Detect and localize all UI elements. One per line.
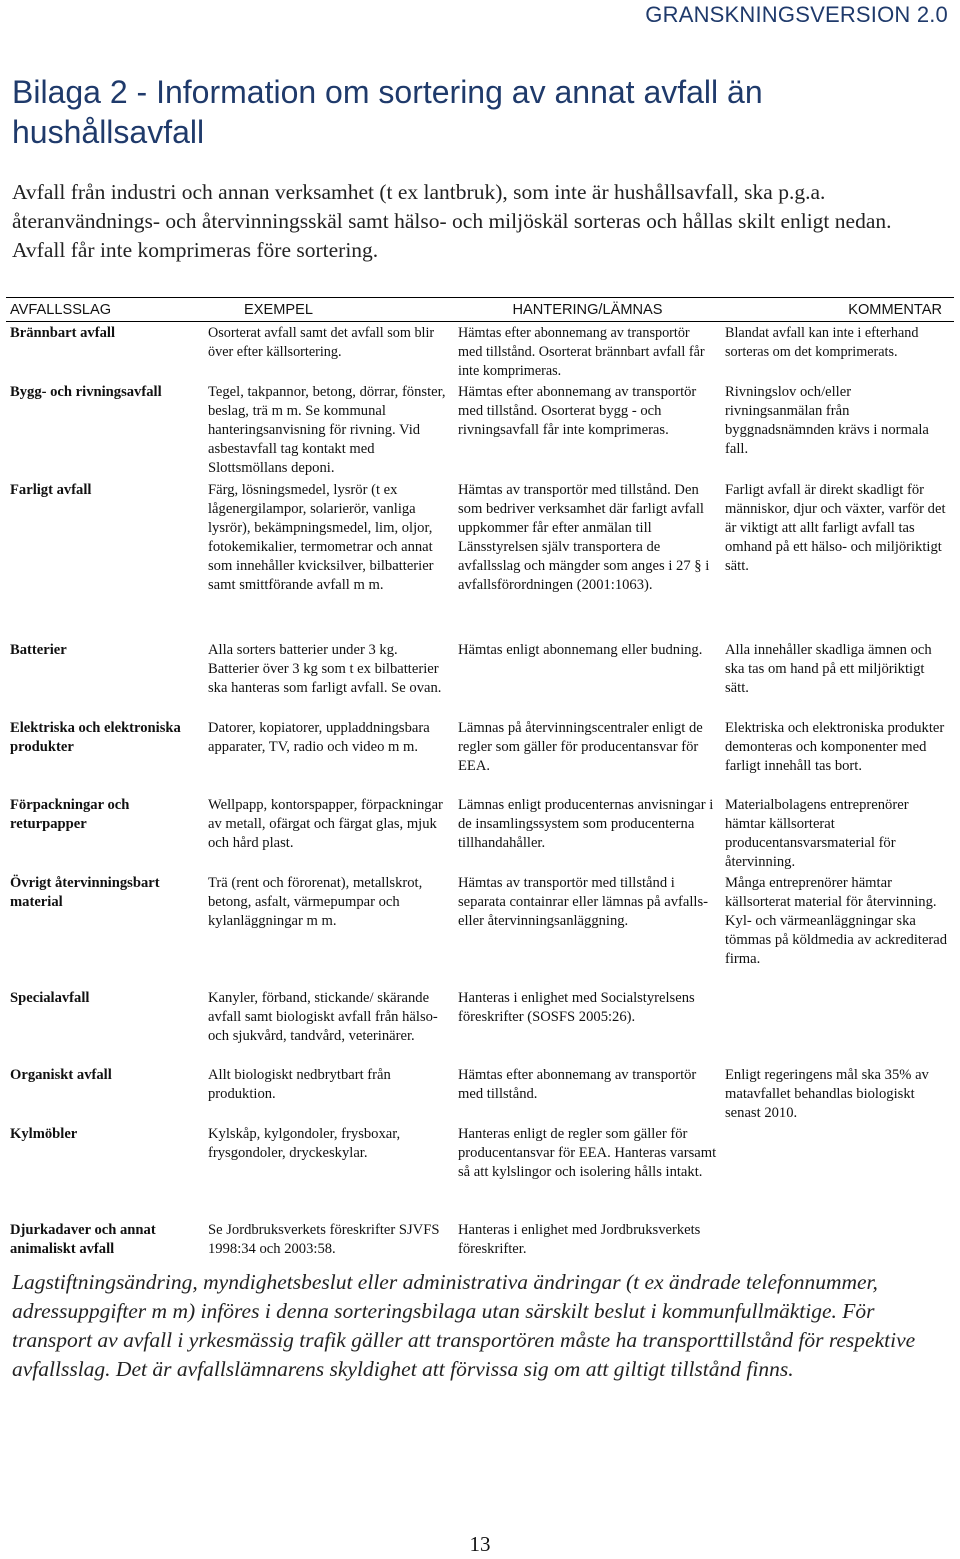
example-cell: Trä (rent och förorenat), metallskrot, betong, asfalt, värmepumpar och kylanläggningar m m.	[208, 875, 423, 929]
handling-cell: Hämtas efter abonnemang av transportör med tillstånd.	[458, 1067, 697, 1102]
comment-cell: Farligt avfall är direkt skadligt för människor, djur och växter, varför det är viktigt att allt farligt avfall tas omhand på ett hälso- och miljöriktigt sätt.	[725, 482, 946, 574]
example-cell: Tegel, takpannor, betong, dörrar, fönster, beslag, trä m m. Se kommunal hanteringsanvisning för rivning. Vid asbestavfall tag kontakt med Slottsmöllans deponi.	[208, 384, 446, 476]
document-version-label: GRANSKNINGSVERSION 2.0	[645, 2, 948, 27]
example-cell: Wellpapp, kontorspapper, förpackningar av metall, ofärgat och färgat glas, mjuk och hård plast.	[208, 797, 443, 851]
example-cell: Datorer, kopiatorer, uppladdningsbara apparater, TV, radio och video m m.	[208, 720, 430, 755]
handling-cell: Hämtas enligt abonnemang eller budning.	[458, 642, 703, 658]
handling-cell: Hämtas av transportör med tillstånd i separata containrar eller lämnas på avfalls-eller återvinningsanläggning.	[458, 875, 708, 929]
waste-type-cell: Specialavfall	[10, 990, 90, 1006]
example-cell: Se Jordbruksverkets föreskrifter SJVFS 1998:34 och 2003:58.	[208, 1222, 440, 1257]
waste-type-cell: Kylmöbler	[10, 1126, 78, 1142]
handling-cell: Hanteras enligt de regler som gäller för producentansvar för EEA. Hanteras varsamt så att kylslingor och isolering hålls intakt.	[458, 1126, 717, 1180]
page-title: Bilaga 2 - Information om sortering av annat avfall än hushållsavfall	[12, 74, 763, 150]
waste-type-cell: Batterier	[10, 642, 67, 658]
table-row	[6, 479, 954, 639]
table-row	[6, 639, 954, 717]
comment-cell: Alla innehåller skadliga ämnen och ska tas om hand på ett miljöriktigt sätt.	[725, 642, 932, 696]
comment-cell	[721, 987, 954, 1064]
table-row	[6, 794, 954, 872]
comment-cell: Enligt regeringens mål ska 35% av matavfallet behandlas biologiskt senast 2010.	[725, 1067, 929, 1121]
comment-cell: Blandat avfall kan inte i efterhand sorteras om det komprimerats.	[725, 325, 919, 360]
table-row	[6, 1219, 954, 1265]
comment-cell: Materialbolagens entreprenörer hämtar källsorterat producentansvarsmaterial för återvinning.	[725, 797, 909, 870]
example-cell: Osorterat avfall samt det avfall som blir över efter källsortering.	[208, 325, 435, 360]
handling-cell: Hämtas av transportör med tillstånd. Den som bedriver verksamhet där farligt avfall uppkommer får efter anmälan till Länsstyrelsen själv transportera de avfallsslag och mängder som anges i 27 § i avfallsförordningen (2001:1063).	[458, 482, 710, 593]
handling-cell: Lämnas enligt producenternas anvisningar i de insamlingssystem som producenterna tillhandahåller.	[458, 797, 714, 851]
waste-type-cell: Farligt avfall	[10, 482, 92, 498]
handling-cell: Hanteras i enlighet med Socialstyrelsens föreskrifter (SOSFS 2005:26).	[458, 990, 695, 1025]
column-header-example: EXEMPEL	[204, 298, 454, 322]
waste-type-cell: Bygg- och rivningsavfall	[10, 384, 162, 400]
table-row	[6, 717, 954, 794]
example-cell: Kanyler, förband, stickande/ skärande avfall samt biologiskt avfall från hälso- och sjukvård, tandvård, veterinärer.	[208, 990, 438, 1044]
example-cell: Alla sorters batterier under 3 kg. Batterier över 3 kg som t ex bilbatterier ska hanteras som farligt avfall. Se ovan.	[208, 642, 442, 696]
handling-cell: Hanteras i enlighet med Jordbruksverkets föreskrifter.	[458, 1222, 701, 1257]
table-row	[6, 987, 954, 1064]
waste-type-cell: Förpackningar och returpapper	[10, 797, 130, 832]
handling-cell: Lämnas på återvinningscentraler enligt de regler som gäller för producentansvar för EEA.	[458, 720, 703, 774]
example-cell: Färg, lösningsmedel, lysrör (t ex lågenergilampor, solarierör, vanliga lysrör), bekämpningsmedel, lim, oljor, fotokemikalier, termometrar och annat som innehåller kvicksilver, bilbatterier samt smittförande avfall m m.	[208, 482, 434, 593]
waste-type-cell: Elektriska och elektroniska produkter	[10, 720, 181, 755]
footer-note: Lagstiftningsändring, myndighetsbeslut eller administrativa ändringar (t ex ändrade telefonnummer, adressuppgifter m m) införes i denna sorteringsbilaga utan särskilt beslut i kommunfullmäktige. För transport av avfall i yrkesmässig trafik gäller att transportören måste ha transporttillstånd för respektive avfallsslag. Det är avfallslämnarens skyldighet att förvissa sig om att giltigt tillstånd finns.	[12, 1270, 916, 1381]
comment-cell: Rivningslov och/eller rivningsanmälan från byggnadsnämnden krävs i normala fall.	[725, 384, 929, 457]
example-cell: Kylskåp, kylgondoler, frysboxar, frysgondoler, dryckeskylar.	[208, 1126, 401, 1161]
intro-paragraph: Avfall från industri och annan verksamhet (t ex lantbruk), som inte är hushållsavfall, ska p.g.a. återanvändnings- och återvinningsskäl samt hälso- och miljöskäl sorteras och hållas skilt enligt nedan. Avfall får inte komprimeras före sortering.	[12, 180, 892, 262]
column-header-type: AVFALLSSLAG	[6, 298, 204, 322]
comment-cell	[721, 1123, 954, 1219]
table-header-row	[6, 298, 954, 322]
table-row	[6, 1123, 954, 1219]
table-row	[6, 322, 954, 382]
table-row	[6, 381, 954, 479]
comment-cell: Många entreprenörer hämtar källsorterat material för återvinning. Kyl- och värmeanläggningar ska tömmas på köldmedia av ackrediterad firma.	[725, 875, 948, 967]
waste-type-cell: Djurkadaver och annat animaliskt avfall	[10, 1222, 156, 1257]
column-header-handling: HANTERING/LÄMNAS	[454, 298, 721, 322]
waste-type-cell: Övrigt återvinningsbart material	[10, 875, 160, 910]
page-number: 13	[469, 1532, 491, 1556]
column-header-comment: KOMMENTAR	[721, 298, 954, 322]
waste-sorting-table	[6, 297, 954, 1265]
example-cell: Allt biologiskt nedbrytbart från produktion.	[208, 1067, 391, 1102]
table-row	[6, 1064, 954, 1123]
handling-cell: Hämtas efter abonnemang av transportör med tillstånd. Osorterat bygg - och rivningsavfall får inte komprimeras.	[458, 384, 697, 438]
comment-cell: Elektriska och elektroniska produkter demonteras och komponenter med farligt innehåll tas bort.	[725, 720, 945, 774]
waste-type-cell: Brännbart avfall	[10, 325, 115, 341]
handling-cell: Hämtas efter abonnemang av transportör med tillstånd. Osorterat brännbart avfall får inte komprimeras.	[458, 325, 705, 379]
comment-cell	[721, 1219, 954, 1265]
waste-type-cell: Organiskt avfall	[10, 1067, 112, 1083]
table-row	[6, 872, 954, 987]
